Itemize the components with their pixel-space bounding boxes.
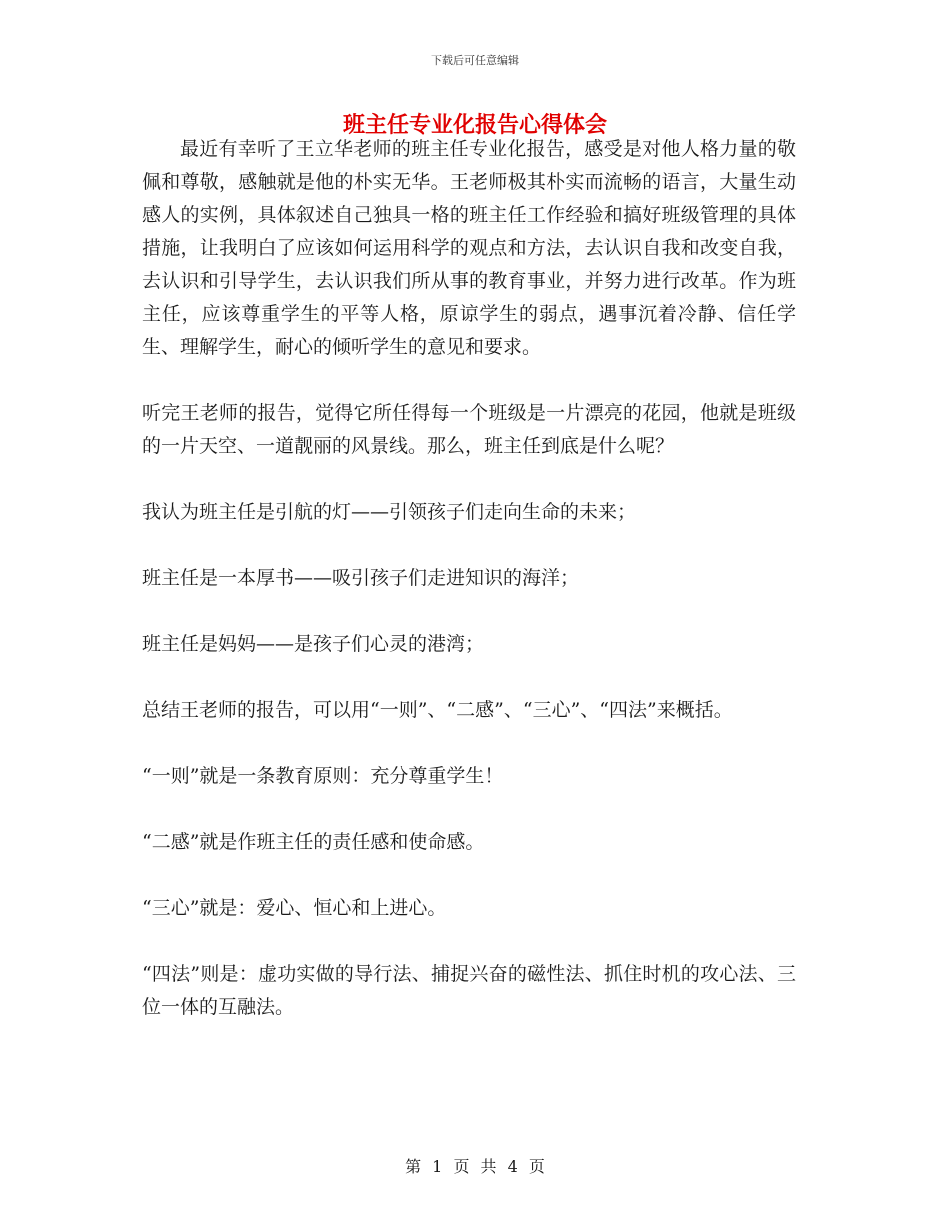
paragraph-two-senses: “二感”就是作班主任的责任感和使命感。	[142, 831, 485, 853]
paragraph-intro: 最近有幸听了王立华老师的班主任专业化报告，感受是对他人格力量的敬佩和尊敬，感触就是他的朴实无华。王老师极其朴实而流畅的语言，大量生动感人的实例，具体叙述自己独具一格的班主任工作经验和搞好班级管理的具体措施，让我明白了应该如何运用科学的观点和方法，去认识自我和改变自我，去认识和引导学生，去认识我们所从事的教育事业，并努力进行改革。作为班主任，应该尊重学生的平等人格，原谅学生的弱点，遇事沉着冷静、信任学生、理解学生，耐心的倾听学生的意见和要求。	[142, 138, 796, 358]
paragraph-summary: 总结王老师的报告，可以用“一则”、“二感”、“三心”、“四法”来概括。	[142, 699, 733, 721]
paragraph-lamp: 我认为班主任是引航的灯——引领孩子们走向生命的未来；	[142, 501, 637, 523]
header-note: 下载后可任意编辑	[431, 54, 519, 67]
paragraph-mother: 班主任是妈妈——是孩子们心灵的港湾；	[142, 633, 485, 655]
paragraph-four-methods: “四法”则是：虚功实做的导行法、捕捉兴奋的磁性法、抓住时机的攻心法、三位一体的互融法。	[142, 963, 796, 1018]
page-number-footer: 第 1 页 共 4 页	[405, 1157, 545, 1176]
paragraph-one-principle: “一则”就是一条教育原则：充分尊重学生！	[142, 765, 504, 787]
document-body	[142, 133, 796, 1024]
paragraph-garden: 听完王老师的报告，觉得它所任得每一个班级是一片漂亮的花园，他就是班级的一片天空、一道靓丽的风景线。那么，班主任到底是什么呢？	[142, 402, 796, 457]
document-title: 班主任专业化报告心得体会	[342, 112, 607, 138]
paragraph-book: 班主任是一本厚书——吸引孩子们走进知识的海洋；	[142, 567, 580, 589]
paragraph-three-hearts: “三心”就是：爱心、恒心和上进心。	[142, 897, 447, 919]
